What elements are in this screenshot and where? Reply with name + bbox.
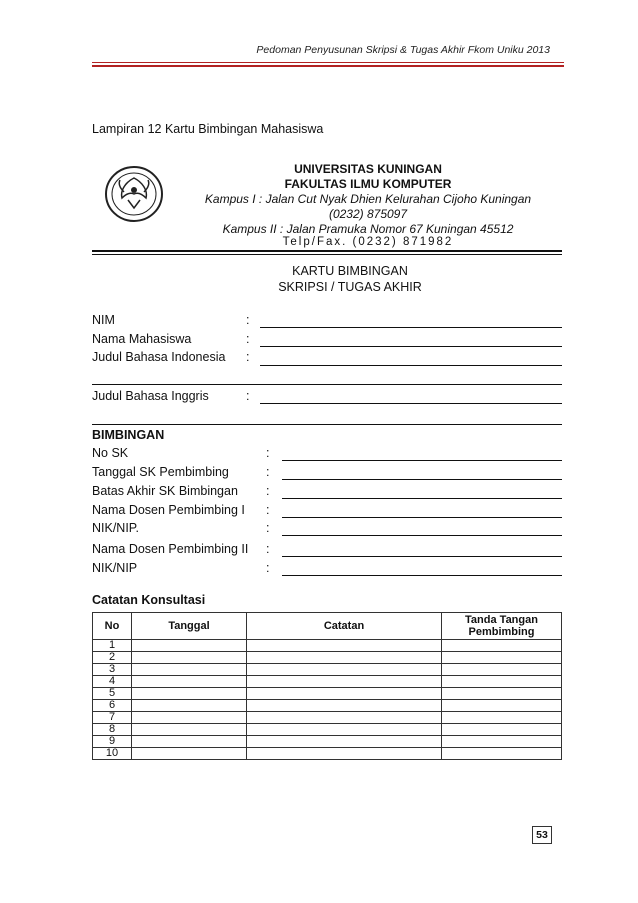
- university-logo: [104, 164, 164, 224]
- sk-deadline-label: Batas Akhir SK Bimbingan: [92, 484, 238, 498]
- col-signature-header: [442, 613, 562, 640]
- consultation-heading: Catatan Konsultasi: [92, 593, 206, 607]
- header-rule-top: [92, 62, 564, 63]
- signature-cell[interactable]: [442, 712, 562, 724]
- signature-cell[interactable]: [442, 748, 562, 760]
- signature-cell[interactable]: [442, 736, 562, 748]
- date-cell[interactable]: [132, 676, 247, 688]
- signature-cell[interactable]: [442, 676, 562, 688]
- table-row: [93, 700, 562, 712]
- sk-date-field[interactable]: [282, 479, 562, 480]
- table-row: [93, 664, 562, 676]
- advisor1-name-field[interactable]: [282, 517, 562, 518]
- sk-deadline-colon: :: [266, 484, 270, 498]
- sk-number-colon: :: [266, 446, 270, 460]
- col-notes-header: Catatan: [247, 613, 442, 640]
- advisor1-id-field[interactable]: [282, 535, 562, 536]
- letterhead-rule: [92, 250, 562, 252]
- card-subtitle: SKRIPSI / TUGAS AKHIR: [278, 280, 422, 294]
- advisor2-name-label: Nama Dosen Pembimbing II: [92, 542, 249, 556]
- date-cell[interactable]: [132, 652, 247, 664]
- table-row: [93, 652, 562, 664]
- advisor2-name-colon: :: [266, 542, 270, 556]
- date-cell[interactable]: [132, 664, 247, 676]
- title-id-field-continued[interactable]: [92, 384, 562, 385]
- faculty-name: FAKULTAS ILMU KOMPUTER: [284, 177, 452, 191]
- student-name-colon: :: [246, 332, 250, 346]
- notes-cell[interactable]: [247, 688, 442, 700]
- student-name-label: Nama Mahasiswa: [92, 332, 192, 346]
- consultation-header-row: [93, 613, 562, 640]
- col-no-header: No: [93, 613, 132, 640]
- sk-date-colon: :: [266, 465, 270, 479]
- table-row: [93, 676, 562, 688]
- table-row: [93, 736, 562, 748]
- date-cell[interactable]: [132, 712, 247, 724]
- title-id-field[interactable]: [260, 365, 562, 366]
- running-header: Pedoman Penyusunan Skripsi & Tugas Akhir Fkom Uniku 2013: [256, 44, 550, 56]
- row-number: 7: [93, 712, 132, 724]
- title-en-field[interactable]: [260, 403, 562, 404]
- advisor2-id-label: NIK/NIP: [92, 561, 138, 575]
- telfax: Telp/Fax. (0232) 871982: [282, 236, 454, 248]
- row-number: 1: [93, 640, 132, 652]
- notes-cell[interactable]: [247, 676, 442, 688]
- notes-cell[interactable]: [247, 652, 442, 664]
- notes-cell[interactable]: [247, 700, 442, 712]
- letterhead-rule-thin: [92, 254, 562, 255]
- signature-cell[interactable]: [442, 724, 562, 736]
- card-title: KARTU BIMBINGAN: [292, 264, 408, 278]
- title-en-field-continued[interactable]: [92, 424, 562, 425]
- date-cell[interactable]: [132, 748, 247, 760]
- page-number: 53: [532, 826, 552, 844]
- table-row: [93, 712, 562, 724]
- notes-cell[interactable]: [247, 736, 442, 748]
- university-name: UNIVERSITAS KUNINGAN: [294, 162, 442, 176]
- title-id-colon: :: [246, 350, 250, 364]
- sk-number-label: No SK: [92, 446, 129, 460]
- row-number: 9: [93, 736, 132, 748]
- table-row: [93, 748, 562, 760]
- title-en-label: Judul Bahasa Inggris: [92, 389, 209, 403]
- signature-cell[interactable]: [442, 664, 562, 676]
- row-number: 6: [93, 700, 132, 712]
- nim-field[interactable]: [260, 327, 562, 328]
- signature-cell[interactable]: [442, 688, 562, 700]
- consultation-table: [92, 612, 562, 760]
- header-rule-bottom: [92, 65, 564, 67]
- advisor2-id-field[interactable]: [282, 575, 562, 576]
- notes-cell[interactable]: [247, 748, 442, 760]
- table-row: [93, 688, 562, 700]
- row-number: 3: [93, 664, 132, 676]
- row-number: 2: [93, 652, 132, 664]
- table-row: [93, 640, 562, 652]
- advisor1-name-colon: :: [266, 503, 270, 517]
- row-number: 8: [93, 724, 132, 736]
- date-cell[interactable]: [132, 688, 247, 700]
- title-en-colon: :: [246, 389, 250, 403]
- table-row: [93, 724, 562, 736]
- advisor2-name-field[interactable]: [282, 556, 562, 557]
- advisor2-id-colon: :: [266, 561, 270, 575]
- row-number: 10: [93, 748, 132, 760]
- date-cell[interactable]: [132, 700, 247, 712]
- signature-cell[interactable]: [442, 700, 562, 712]
- nim-label: NIM: [92, 313, 115, 327]
- notes-cell[interactable]: [247, 640, 442, 652]
- guidance-heading: BIMBINGAN: [92, 428, 165, 442]
- signature-cell[interactable]: [442, 652, 562, 664]
- campus2-address: Kampus II : Jalan Pramuka Nomor 67 Kuningan 45512: [222, 222, 514, 236]
- notes-cell[interactable]: [247, 712, 442, 724]
- notes-cell[interactable]: [247, 724, 442, 736]
- col-date-header: Tanggal: [132, 613, 247, 640]
- sk-date-label: Tanggal SK Pembimbing: [92, 465, 229, 479]
- row-number: 4: [93, 676, 132, 688]
- notes-cell[interactable]: [247, 664, 442, 676]
- sk-deadline-field[interactable]: [282, 498, 562, 499]
- date-cell[interactable]: [132, 640, 247, 652]
- date-cell[interactable]: [132, 724, 247, 736]
- signature-cell[interactable]: [442, 640, 562, 652]
- student-name-field[interactable]: [260, 346, 562, 347]
- date-cell[interactable]: [132, 736, 247, 748]
- advisor1-name-label: Nama Dosen Pembimbing I: [92, 503, 245, 517]
- title-id-label: Judul Bahasa Indonesia: [92, 350, 226, 364]
- col-signature-line1: Tanda Tangan: [465, 614, 538, 626]
- sk-number-field[interactable]: [282, 460, 562, 461]
- advisor1-id-colon: :: [266, 521, 270, 535]
- nim-colon: :: [246, 313, 250, 327]
- row-number: 5: [93, 688, 132, 700]
- col-signature-line2: Pembimbing: [468, 626, 535, 638]
- campus1-address: Kampus I : Jalan Cut Nyak Dhien Kelurahan Cijoho Kuningan: [204, 192, 532, 206]
- advisor1-id-label: NIK/NIP.: [92, 521, 140, 535]
- campus1-phone: (0232) 875097: [328, 207, 408, 221]
- attachment-title: Lampiran 12 Kartu Bimbingan Mahasiswa: [92, 122, 324, 136]
